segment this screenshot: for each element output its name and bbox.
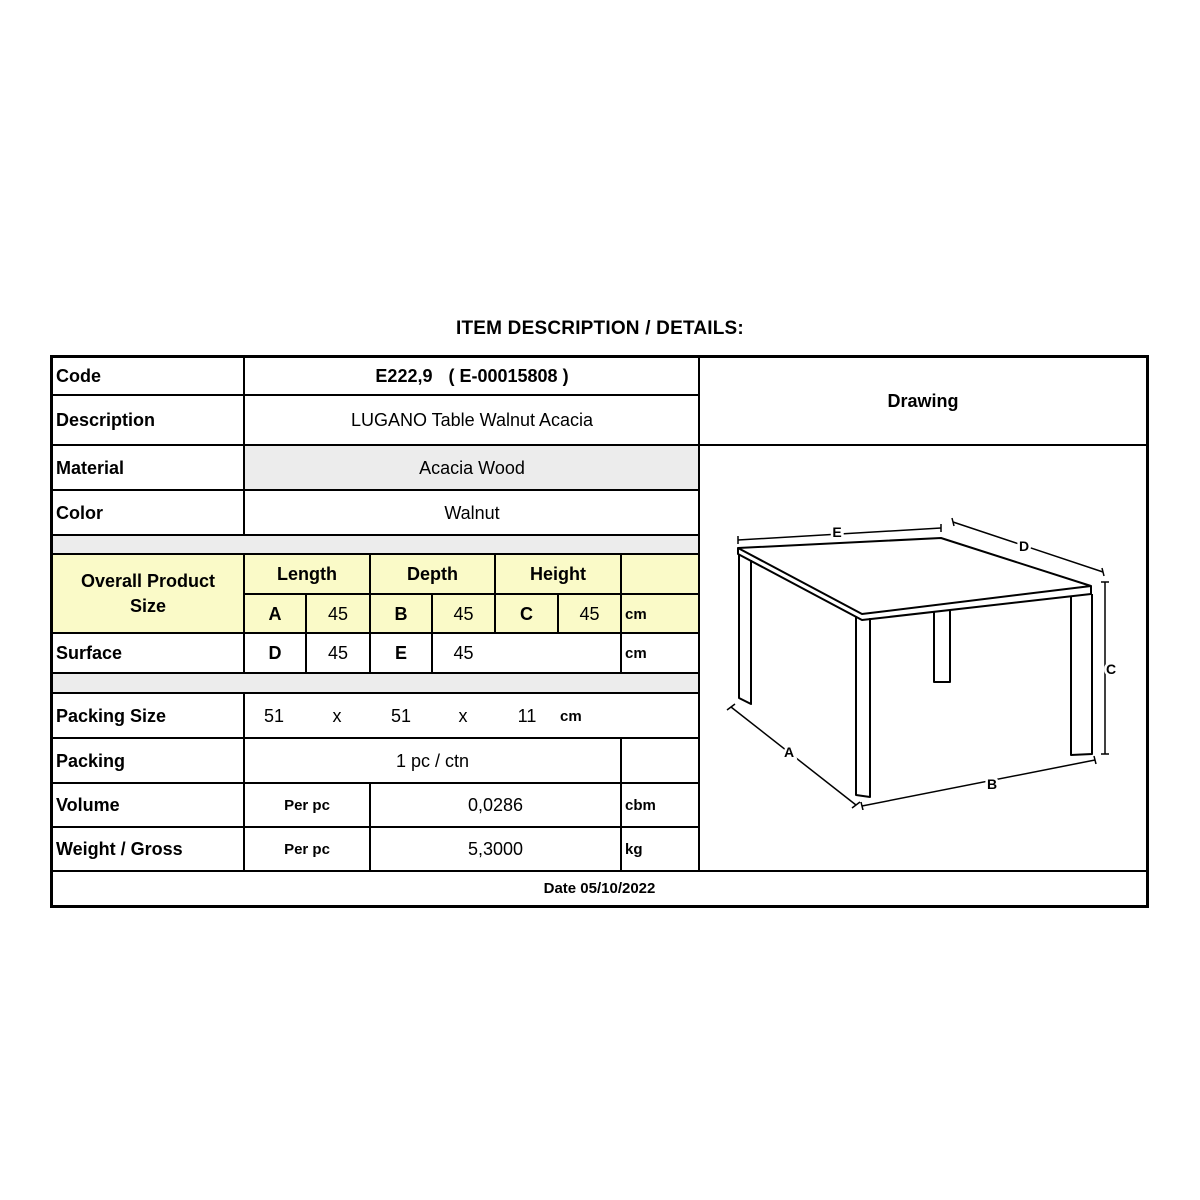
volume-unit: cbm: [625, 797, 656, 814]
drawing-label-e: E: [832, 524, 842, 540]
dim-b-line: [862, 760, 1095, 806]
color-label: Color: [56, 502, 103, 523]
drawing-header: Drawing: [887, 390, 959, 411]
surface-unit: cm: [625, 644, 647, 662]
code-number: E222,9: [375, 366, 433, 386]
description-value: LUGANO Table Walnut Acacia: [350, 409, 594, 430]
leg-back: [934, 610, 950, 682]
surface-letter-d: D: [268, 642, 282, 663]
packing-sep-1: x: [332, 705, 342, 726]
packing-length: 51: [263, 705, 285, 726]
table-drawing: [719, 510, 1119, 810]
depth-value: 45: [453, 603, 474, 624]
code-value: [245, 358, 699, 395]
packing-width: 51: [390, 705, 412, 726]
packing-value: 1 pc / ctn: [395, 750, 470, 771]
depth-header: Depth: [407, 563, 458, 584]
depth-letter: B: [394, 603, 408, 624]
description-label: Description: [56, 409, 156, 430]
leg-right: [1071, 594, 1092, 755]
drawing-label-d: D: [1018, 538, 1030, 554]
date-footer: Date 05/10/2022: [543, 880, 656, 897]
material-label: Material: [56, 457, 125, 478]
weight-unit: kg: [625, 841, 643, 858]
color-value: Walnut: [444, 502, 500, 523]
length-value: 45: [327, 603, 349, 624]
leg-front: [856, 616, 870, 797]
page-title: ITEM DESCRIPTION / DETAILS:: [456, 318, 744, 339]
volume-value: 0,0286: [467, 795, 524, 815]
weight-per: Per pc: [284, 841, 330, 858]
tabletop-edge: [738, 548, 1091, 620]
drawing-label-c: C: [1105, 661, 1117, 677]
leg-left: [739, 554, 751, 704]
spacer-row-2: [53, 673, 699, 692]
surface-value-e: 45: [453, 642, 474, 663]
surface-label: Surface: [56, 642, 123, 663]
volume-label: Volume: [56, 795, 120, 815]
overall-size-unit: cm: [625, 605, 647, 623]
surface-value-d: 45: [327, 642, 349, 663]
height-letter: C: [520, 603, 533, 624]
code-label: Code: [56, 366, 101, 386]
drawing-label-a: A: [783, 744, 795, 760]
spacer-row-1: [53, 535, 699, 554]
overall-size-label: Overall Product Size: [80, 571, 216, 616]
packing-sep-2: x: [458, 705, 468, 726]
length-letter: A: [268, 603, 282, 624]
tabletop-outline: [738, 538, 1091, 614]
height-value: 45: [579, 603, 600, 624]
height-header: Height: [530, 563, 586, 584]
material-value: Acacia Wood: [419, 457, 525, 478]
weight-label: Weight / Gross: [56, 839, 183, 859]
packing-size-unit: cm: [560, 707, 582, 725]
surface-letter-e: E: [394, 642, 407, 663]
packing-height: 11: [517, 705, 537, 726]
packing-size-label: Packing Size: [56, 705, 167, 726]
packing-label: Packing: [56, 750, 126, 771]
drawing-label-b: B: [986, 776, 998, 792]
weight-value: 5,3000: [467, 839, 524, 859]
volume-per: Per pc: [284, 797, 330, 814]
length-header: Length: [277, 563, 337, 584]
code-reference: ( E-00015808 ): [448, 366, 569, 386]
